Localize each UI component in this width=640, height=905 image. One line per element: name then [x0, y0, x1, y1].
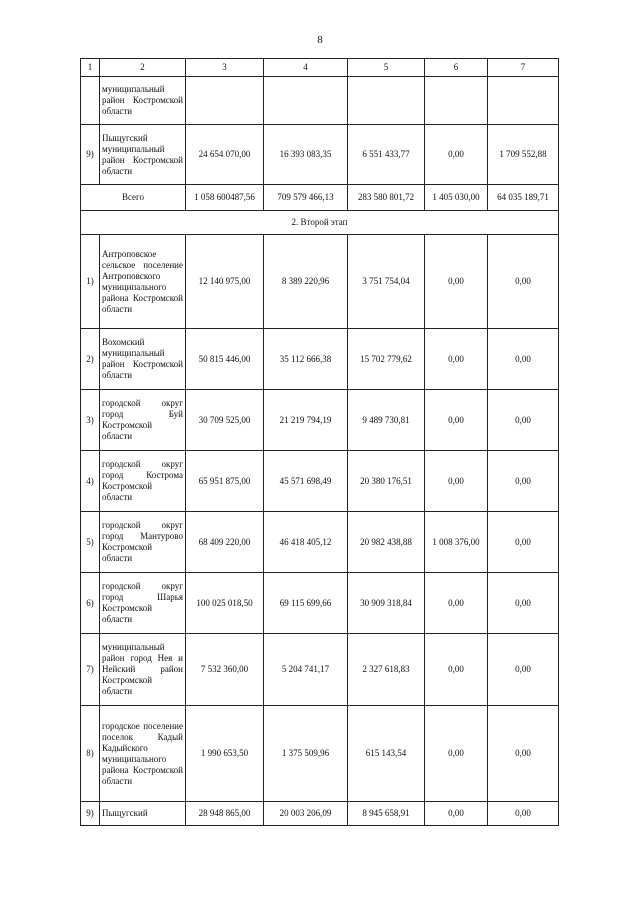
- row-value: 20 003 206,09: [264, 802, 348, 826]
- row-value: 30 909 318,84: [348, 573, 425, 634]
- table-row: [81, 706, 559, 802]
- table-row: [81, 634, 559, 706]
- total-value: 1 058 600487,56: [186, 185, 264, 211]
- header-cell: 5: [348, 59, 425, 77]
- row-value: 100 025 018,50: [186, 573, 264, 634]
- row-value: 35 112 666,38: [264, 329, 348, 390]
- row-name-text: Пыщугский: [102, 808, 148, 818]
- row-name-text: Антроповское сельское поселение Антроповского муниципального района Костромской области: [102, 248, 183, 314]
- row-value: 12 140 975,00: [186, 235, 264, 329]
- page-number: 8: [317, 34, 323, 46]
- row-value: 3 751 754,04: [348, 235, 425, 329]
- header-cell: 2: [100, 59, 186, 77]
- row-number: 6): [81, 573, 100, 634]
- row-number: 7): [81, 634, 100, 706]
- row-value: 16 393 083,35: [264, 125, 348, 185]
- row-number: 8): [81, 706, 100, 802]
- row-number: 1): [81, 235, 100, 329]
- total-value: 1 405 030,00: [425, 185, 488, 211]
- row-value: [488, 77, 559, 125]
- row-value: 46 418 405,12: [264, 512, 348, 573]
- row-value: 6 551 433,77: [348, 125, 425, 185]
- budget-table: [80, 58, 559, 826]
- row-value: 0,00: [488, 573, 559, 634]
- row-value: 20 380 176,51: [348, 451, 425, 512]
- row-value: 1 008 376,00: [425, 512, 488, 573]
- row-value: 1 990 653,50: [186, 706, 264, 802]
- row-name: [100, 573, 186, 634]
- row-value: 0,00: [425, 390, 488, 451]
- row-name: [100, 235, 186, 329]
- row-value: 0,00: [488, 451, 559, 512]
- row-name: [100, 634, 186, 706]
- row-value: 0,00: [425, 706, 488, 802]
- row-value: 0,00: [488, 390, 559, 451]
- row-value: 69 115 699,66: [264, 573, 348, 634]
- row-value: 20 982 438,88: [348, 512, 425, 573]
- row-value: 65 951 875,00: [186, 451, 264, 512]
- row-value: 2 327 618,83: [348, 634, 425, 706]
- table-row: [81, 451, 559, 512]
- row-value: 5 204 741,17: [264, 634, 348, 706]
- row-name: [100, 390, 186, 451]
- total-label: Всего: [81, 185, 186, 211]
- row-number: [81, 77, 100, 125]
- table-row: [81, 235, 559, 329]
- row-name-text: городской округ город Мантурово Костромской области: [102, 520, 183, 563]
- row-number: 9): [81, 802, 100, 826]
- row-number: 5): [81, 512, 100, 573]
- row-value: 68 409 220,00: [186, 512, 264, 573]
- row-name: [100, 77, 186, 125]
- row-value: 21 219 794,19: [264, 390, 348, 451]
- table-row: [81, 573, 559, 634]
- row-name-text: городской округ город Кострома Костромской области: [102, 459, 183, 502]
- header-cell: 1: [81, 59, 100, 77]
- stage-title: 2. Второй этап: [81, 211, 559, 235]
- row-value: [425, 77, 488, 125]
- row-value: 0,00: [488, 634, 559, 706]
- header-cell: 6: [425, 59, 488, 77]
- table-body: [81, 59, 559, 826]
- table-row: [81, 512, 559, 573]
- row-value: 0,00: [425, 573, 488, 634]
- stage-row: [81, 211, 559, 235]
- row-value: 0,00: [425, 235, 488, 329]
- row-number: 2): [81, 329, 100, 390]
- row-value: [348, 77, 425, 125]
- row-name-text: муниципальный район Костромской области: [102, 84, 183, 116]
- table-row: [81, 390, 559, 451]
- row-name: [100, 706, 186, 802]
- row-value: 0,00: [425, 802, 488, 826]
- row-value: 24 654 070,00: [186, 125, 264, 185]
- row-value: 15 702 779,62: [348, 329, 425, 390]
- row-value: 8 389 220,96: [264, 235, 348, 329]
- table-row: [81, 802, 559, 826]
- row-name: [100, 802, 186, 826]
- row-value: [264, 77, 348, 125]
- row-name-text: Вохомский муниципальный район Костромской области: [102, 337, 183, 380]
- row-name-text: городской округ город Буй Костромской области: [102, 398, 183, 441]
- row-value: 0,00: [488, 706, 559, 802]
- row-value: 0,00: [488, 802, 559, 826]
- row-value: 615 143,54: [348, 706, 425, 802]
- row-value: 45 571 698,49: [264, 451, 348, 512]
- header-row: [81, 59, 559, 77]
- row-value: 1 375 509,96: [264, 706, 348, 802]
- row-value: 0,00: [488, 235, 559, 329]
- total-value: 64 035 189,71: [488, 185, 559, 211]
- row-value: 7 532 360,00: [186, 634, 264, 706]
- table-row: [81, 329, 559, 390]
- row-name: [100, 512, 186, 573]
- row-name-text: городской округ город Шарья Костромской области: [102, 581, 183, 624]
- row-value: 1 709 552,88: [488, 125, 559, 185]
- total-value: 709 579 466,13: [264, 185, 348, 211]
- table-row: [81, 77, 559, 125]
- row-value: 0,00: [488, 512, 559, 573]
- row-value: 0,00: [425, 329, 488, 390]
- row-value: 8 945 658,91: [348, 802, 425, 826]
- total-value: 283 580 801,72: [348, 185, 425, 211]
- header-cell: 4: [264, 59, 348, 77]
- total-row: [81, 185, 559, 211]
- row-value: 50 815 446,00: [186, 329, 264, 390]
- row-name: [100, 329, 186, 390]
- row-number: 9): [81, 125, 100, 185]
- row-value: 0,00: [425, 125, 488, 185]
- row-name-text: городское поселение поселок Кадый Кадыйского муниципального района Костромской области: [102, 720, 183, 786]
- row-name-text: Пыщугский муниципальный район Костромской области: [102, 132, 183, 176]
- row-value: 28 948 865,00: [186, 802, 264, 826]
- row-value: 30 709 525,00: [186, 390, 264, 451]
- row-value: 0,00: [425, 451, 488, 512]
- row-name: [100, 125, 186, 185]
- row-name-text: муниципальный район город Нея и Нейский район Костромской области: [102, 642, 183, 696]
- table-row: [81, 125, 559, 185]
- row-number: 4): [81, 451, 100, 512]
- row-number: 3): [81, 390, 100, 451]
- row-name: [100, 451, 186, 512]
- row-value: 0,00: [425, 634, 488, 706]
- header-cell: 7: [488, 59, 559, 77]
- row-value: [186, 77, 264, 125]
- row-value: 0,00: [488, 329, 559, 390]
- header-cell: 3: [186, 59, 264, 77]
- row-value: 9 489 730,81: [348, 390, 425, 451]
